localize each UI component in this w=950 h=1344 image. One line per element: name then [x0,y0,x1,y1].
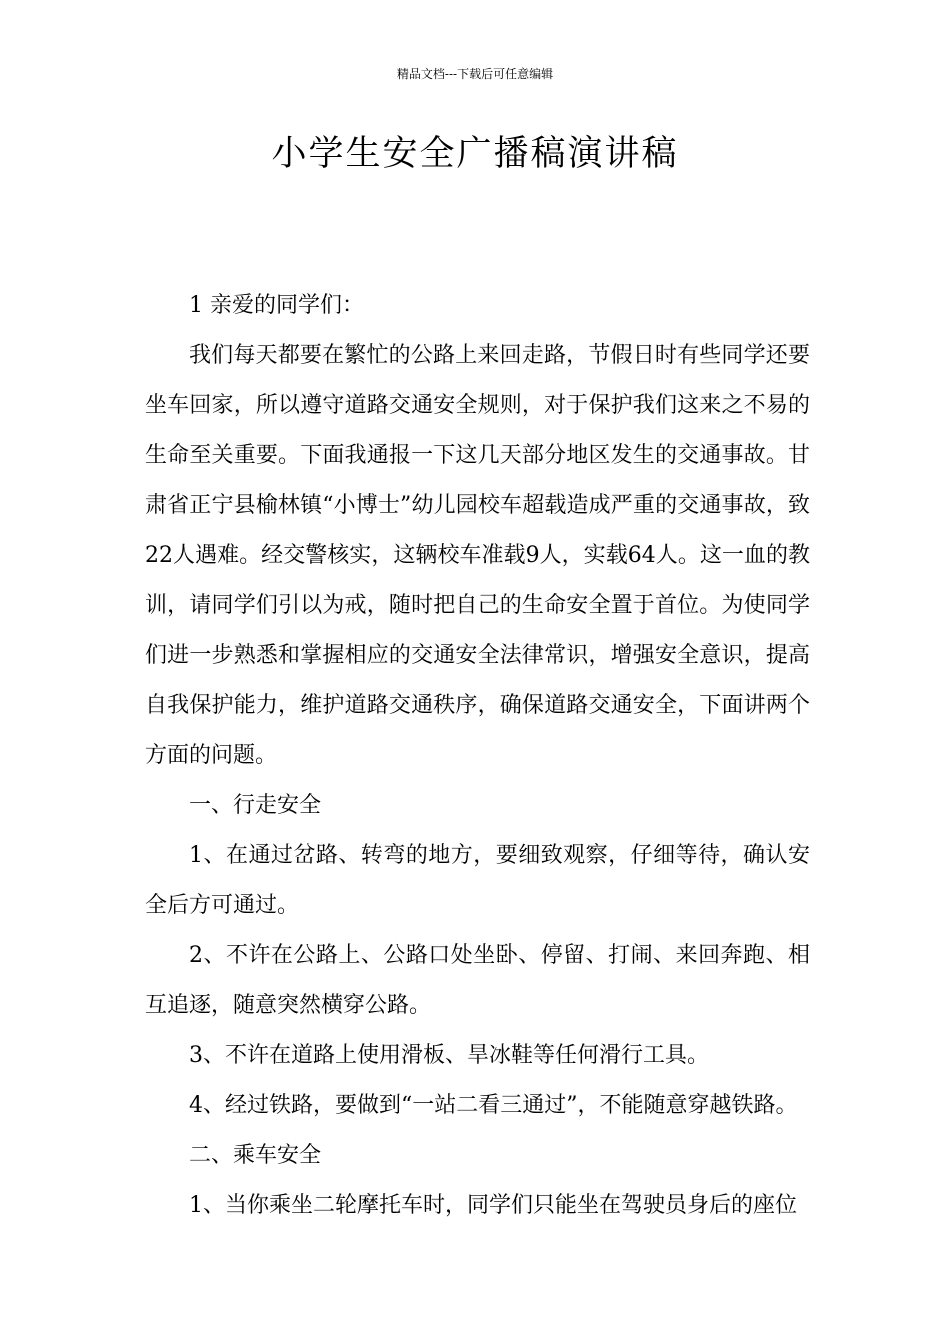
list-item: 1、当你乘坐二轮摩托车时，同学们只能坐在驾驶员身后的座位 [189,1193,797,1218]
list-item: 1、在通过岔路、转弯的地方，要细致观察，仔细等待，确认安全后方可通过。 [145,843,810,918]
paragraph-greeting: 1 亲爱的同学们： [189,293,364,318]
paragraph-intro: 我们每天都要在繁忙的公路上来回走路，节假日时有些同学还要坐车回家，所以遵守道路交通安全规则，对于保护我们这来之不易的生命至关重要。下面我通报一下这几天部分地区发生的交通事故。甘肃省正宁县榆林镇“小博士”幼儿园校车超载造成严重的交通事故，致22人遇难。经交警核实，这辆校车准载9人，实载64人。这一血的教训，请同学们引以为戒，随时把自己的生命安全置于首位。为使同学们进一步熟悉和掌握相应的交通安全法律常识，增强安全意识，提高自我保护能力，维护道路交通秩序，确保道路交通安全，下面讲两个方面的问题。 [145,343,810,768]
section-heading-riding: 二、乘车安全 [189,1143,322,1168]
document-title: 小学生安全广播稿演讲稿 [271,134,679,174]
list-item: 2、不许在公路上、公路口处坐卧、停留、打闹、来回奔跑、相互追逐，随意突然横穿公路。 [145,943,810,1018]
document-body [145,281,810,1231]
header-note: 精品文档---下载后可任意编辑 [396,67,554,81]
list-item: 4、经过铁路，要做到“一站二看三通过”，不能随意穿越铁路。 [189,1093,798,1118]
section-heading-walking: 一、行走安全 [189,793,322,818]
list-item: 3、不许在道路上使用滑板、旱冰鞋等任何滑行工具。 [189,1043,709,1068]
